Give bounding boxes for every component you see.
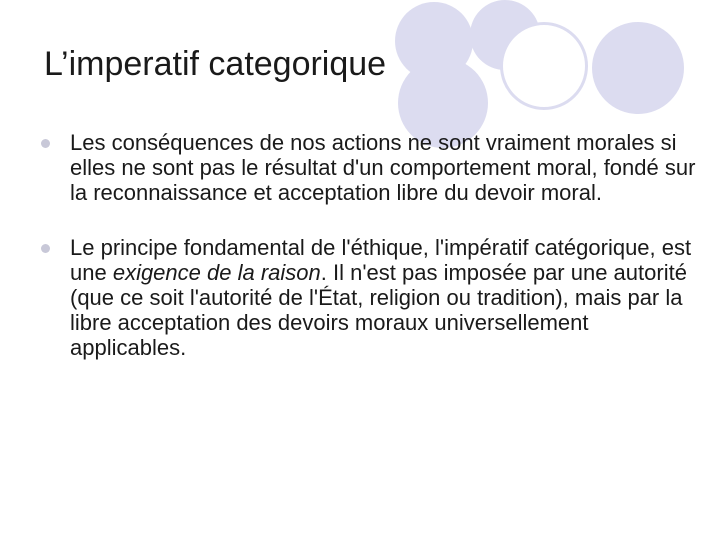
bullet-text — [70, 235, 700, 360]
bullet-text-before: Le principe fondamental de l'éthique, l'impératif catégorique, est une — [70, 235, 692, 285]
decorative-circle-4 — [592, 22, 684, 114]
bullet-text: Les conséquences de nos actions ne sont vraiment morales si elles ne sont pas le résultat d'un comportement moral, fondé sur la reconnaissance et acceptation libre du devoir moral. — [70, 130, 696, 205]
bullet-emphasis: exigence de la raison — [112, 260, 321, 285]
bullet-list — [36, 130, 700, 390]
slide-title: L’imperatif categorique — [44, 45, 387, 83]
decorative-ring-1 — [500, 22, 588, 110]
bullet-item-2 — [36, 235, 700, 360]
bullet-item-1 — [36, 130, 700, 205]
bullet-text-after: . Il n'est pas imposée par une autorité (que ce soit l'autorité de l'État, religion ou tradition), mais par la libre acceptation des devoirs moraux universellement applicables. — [70, 260, 687, 360]
bullet-marker-icon — [41, 139, 50, 148]
bullet-marker-icon — [41, 244, 50, 253]
